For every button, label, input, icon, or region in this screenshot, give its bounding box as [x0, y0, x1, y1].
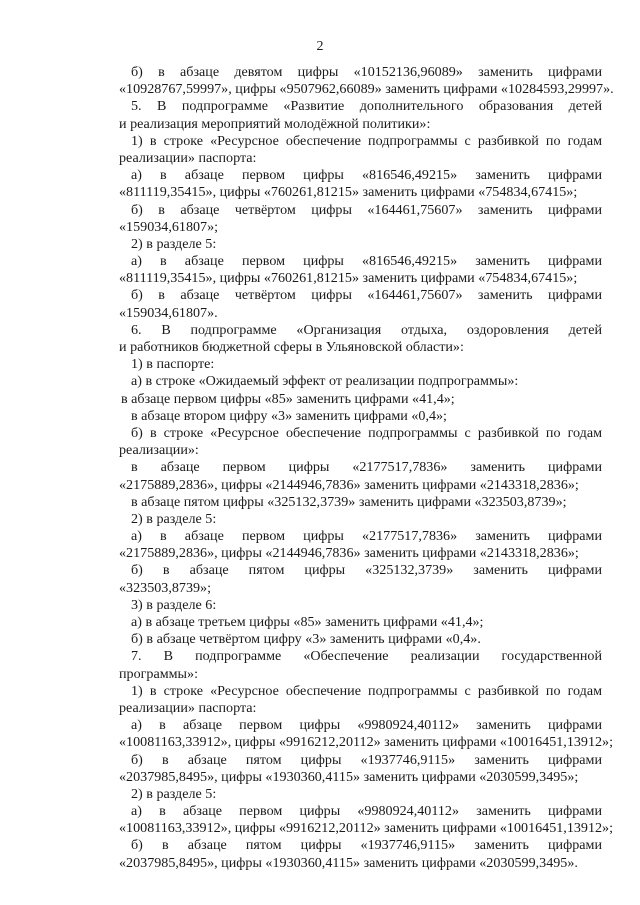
text-line: 5. В подпрограмме «Развитие дополнительного образования детей	[131, 98, 602, 115]
text-line: б) в абзаце четвёртом цифры «164461,75607» заменить цифрами	[131, 201, 602, 218]
text-line: в абзаце первом цифры «2177517,7836» заменить цифрами	[131, 459, 602, 476]
text-line: «323503,8739»;	[119, 579, 212, 596]
text-line: 7. В подпрограмме «Обеспечение реализации государственной	[131, 648, 602, 665]
text-line: «10081163,33912», цифры «9916212,20112» заменить цифрами «10016451,13912»;	[119, 820, 614, 837]
text-line: 2) в разделе 5:	[131, 785, 217, 802]
text-line: и работников бюджетной сферы в Ульяновской области»:	[119, 339, 464, 355]
text-line: 1) в строке «Ресурсное обеспечение подпрограммы с разбивкой по годам	[131, 132, 602, 149]
text-line: а) в абзаце первом цифры «9980924,40112» заменить цифрами	[131, 717, 602, 734]
text-line: а) в абзаце первом цифры «2177517,7836» заменить цифрами	[131, 528, 602, 545]
text-line: 6. В подпрограмме «Организация отдыха, оздоровления детей	[131, 321, 602, 338]
text-line: 2) в разделе 5:	[131, 235, 217, 252]
text-line: в абзаце втором цифру «3» заменить цифрами «0,4»;	[131, 407, 447, 424]
text-line: «2037985,8495», цифры «1930360,4115» заменить цифрами «2030599,3495»;	[119, 768, 579, 785]
text-line: а) в абзаце третьем цифры «85» заменить цифрами «41,4»;	[131, 614, 484, 630]
text-line: в абзаце первом цифры «85» заменить цифрами «41,4»;	[121, 390, 455, 407]
text-line: «2037985,8495», цифры «1930360,4115» заменить цифрами «2030599,3495».	[119, 854, 578, 871]
text-line: б) в строке «Ресурсное обеспечение подпрограммы с разбивкой по годам	[131, 424, 602, 441]
text-line: а) в абзаце первом цифры «816546,49215» заменить цифрами	[131, 253, 602, 270]
document-body	[119, 64, 614, 872]
text-line: б) в абзаце четвёртом цифру «3» заменить цифрами «0,4».	[131, 631, 481, 648]
text-line: «159034,61807»;	[119, 218, 219, 235]
text-line: а) в строке «Ожидаемый эффект от реализации подпрограммы»:	[131, 373, 519, 390]
text-line: 1) в строке «Ресурсное обеспечение подпрограммы с разбивкой по годам	[131, 682, 602, 699]
text-line: б) в абзаце пятом цифры «1937746,9115» заменить цифрами	[131, 751, 602, 768]
text-line: а) в абзаце первом цифры «816546,49215» заменить цифрами	[131, 167, 602, 184]
text-line: реализации» паспорта:	[119, 699, 257, 716]
text-line: «159034,61807».	[119, 304, 218, 321]
text-line: реализации» паспорта:	[119, 149, 257, 166]
text-line: 3) в разделе 6:	[131, 596, 217, 613]
text-line: «10928767,59997», цифры «9507962,66089» заменить цифрами «10284593,29997».	[119, 81, 614, 98]
text-line: б) в абзаце девятом цифры «10152136,96089» заменить цифрами	[131, 64, 602, 80]
text-line: 1) в паспорте:	[131, 356, 215, 373]
text-line: б) в абзаце четвёртом цифры «164461,75607» заменить цифрами	[131, 287, 602, 304]
text-line: «2175889,2836», цифры «2144946,7836» заменить цифрами «2143318,2836»;	[119, 476, 579, 493]
text-line: б) в абзаце пятом цифры «1937746,9115» заменить цифрами	[131, 837, 602, 854]
text-line: реализации»:	[119, 442, 199, 459]
text-line: 2) в разделе 5:	[131, 510, 217, 527]
text-line: «811119,35415», цифры «760261,81215» заменить цифрами «754834,67415»;	[119, 184, 578, 201]
text-line: «811119,35415», цифры «760261,81215» заменить цифрами «754834,67415»;	[119, 270, 578, 287]
text-line: а) в абзаце первом цифры «9980924,40112» заменить цифрами	[131, 803, 602, 820]
page-number: 2	[316, 39, 324, 54]
text-line: «10081163,33912», цифры «9916212,20112» заменить цифрами «10016451,13912»;	[119, 734, 614, 751]
text-line: «2175889,2836», цифры «2144946,7836» заменить цифрами «2143318,2836»;	[119, 545, 579, 562]
text-line: программы»:	[119, 665, 198, 682]
text-line: и реализация мероприятий молодёжной политики»:	[119, 115, 431, 132]
text-line: б) в абзаце пятом цифры «325132,3739» заменить цифрами	[131, 562, 602, 579]
text-line: в абзаце пятом цифры «325132,3739» заменить цифрами «323503,8739»;	[131, 493, 567, 510]
